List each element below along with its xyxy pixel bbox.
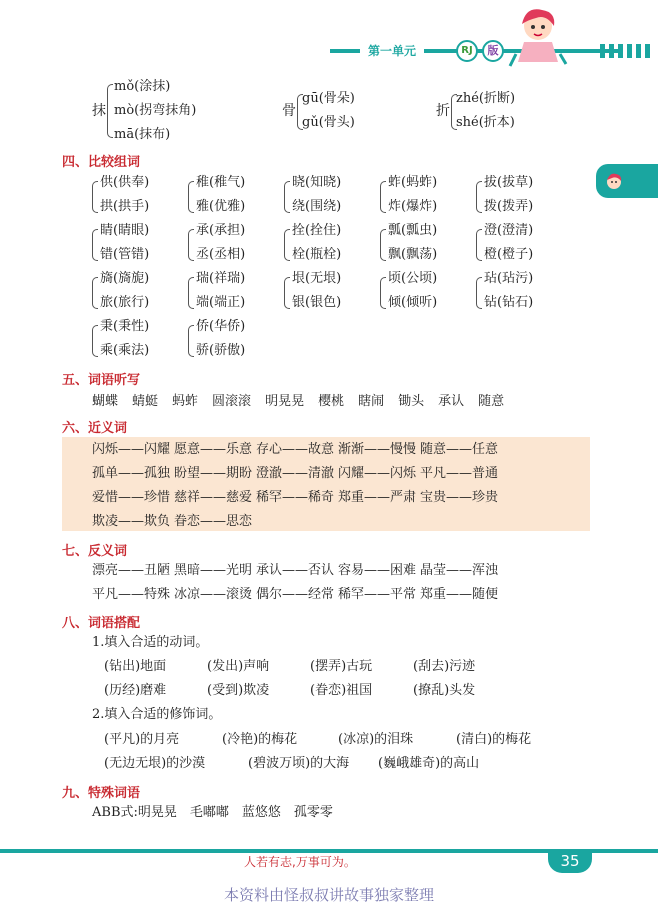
poly-item: gū(骨朵) xyxy=(302,91,355,106)
compare-row-4 xyxy=(92,319,284,363)
section-title: 四、比较组词 xyxy=(62,155,141,170)
section-title: 九、特殊词语 xyxy=(62,786,141,801)
side-tab xyxy=(596,164,658,198)
dictation-word: 蝴蝶 xyxy=(92,394,119,409)
compare-row-3 xyxy=(92,271,572,315)
compare-group: 秉(秉性) 乘(乘法) xyxy=(92,319,188,363)
dictation-word: 樱桃 xyxy=(318,394,345,409)
compare-group: 侨(华侨) 骄(骄傲) xyxy=(188,319,284,363)
poly-item: zhé(折断) xyxy=(456,91,516,106)
antonym-row: 漂亮——丑陋 黑暗——光明 承认——否认 容易——困难 晶莹——浑浊 xyxy=(92,563,499,578)
compare-group: 瑞(祥瑞) 端(端正) xyxy=(188,271,284,315)
footer-motto: 人若有志,万事可为。 xyxy=(244,855,356,869)
dictation-word: 圆滚滚 xyxy=(212,394,252,409)
synonym-row: 闪烁——闪耀 愿意——乐意 存心——故意 渐渐——慢慢 随意——任意 xyxy=(92,442,499,457)
poly-item: mā(抹布) xyxy=(114,127,171,142)
section-title: 六、近义词 xyxy=(62,421,128,436)
dictation-word: 锄头 xyxy=(398,394,425,409)
header-dots xyxy=(600,44,650,58)
modifier-row: (无边无垠)的沙漠 (碧波万顷)的大海 (巍峨雄奇)的高山 xyxy=(104,756,480,771)
modifier-row: (平凡)的月亮 (冷艳)的梅花 (冰凉)的泪珠 (清白)的梅花 xyxy=(104,732,532,747)
poly-item: mò(拐弯抹角) xyxy=(114,103,197,118)
dictation-word: 明晃晃 xyxy=(265,394,305,409)
collocation-row: (历经)磨难 (受到)欺凌 (眷恋)祖国 (撩乱)头发 xyxy=(104,683,476,698)
section-title: 五、词语听写 xyxy=(62,373,141,388)
compare-group: 玷(玷污) 钻(钻石) xyxy=(476,271,572,315)
poly-item: shé(折本) xyxy=(456,115,515,130)
exercise-prompt: 2.填入合适的修饰词。 xyxy=(92,707,222,722)
compare-group: 旖(旖旎) 旅(旅行) xyxy=(92,271,188,315)
mascot-face-icon xyxy=(604,171,624,191)
section-title: 八、词语搭配 xyxy=(62,616,141,631)
poly-char-mo: 抹 xyxy=(92,103,106,119)
compare-group: 垠(无垠) 银(银色) xyxy=(284,271,380,315)
poly-char-zhe: 折 xyxy=(436,103,450,119)
compare-group: 拴(拴住) 栓(瓶栓) xyxy=(284,223,380,267)
credit-text: 本资料由怪叔叔讲故事独家整理 xyxy=(223,886,434,904)
compare-row-2 xyxy=(92,223,572,267)
brace-mo xyxy=(107,84,113,138)
synonym-row: 欺凌——欺负 眷恋——思恋 xyxy=(92,514,253,529)
dictation-word: 随意 xyxy=(478,394,505,409)
poly-item: gǔ(骨头) xyxy=(302,115,355,130)
abb-words: ABB式:明晃晃 毛嘟嘟 蓝悠悠 孤零零 xyxy=(92,805,333,820)
poly-item: mǒ(涂抹) xyxy=(114,79,171,94)
dictation-words xyxy=(92,394,504,410)
dictation-word: 蜻蜓 xyxy=(132,394,159,409)
ban-badge: 版 xyxy=(482,40,504,62)
compare-group: 供(供奉) 拱(拱手) xyxy=(92,175,188,219)
exercise-prompt: 1.填入合适的动词。 xyxy=(92,635,209,650)
dictation-word: 蚂蚱 xyxy=(172,394,199,409)
dictation-word: 承认 xyxy=(438,394,465,409)
compare-row-1 xyxy=(92,175,572,219)
compare-group: 顷(公顷) 倾(倾听) xyxy=(380,271,476,315)
poly-char-gu: 骨 xyxy=(282,103,296,119)
header-bar xyxy=(0,0,658,70)
compare-group: 睛(睛眼) 错(管错) xyxy=(92,223,188,267)
rj-badge: RJ xyxy=(456,40,478,62)
synonym-row: 孤单——孤独 盼望——期盼 澄澈——清澈 闪耀——闪烁 平凡——普通 xyxy=(92,466,499,481)
section-title: 七、反义词 xyxy=(62,544,128,559)
compare-group: 瓢(瓢虫) 飘(飘荡) xyxy=(380,223,476,267)
synonym-row: 爱惜——珍惜 慈祥——慈爱 稀罕——稀奇 郑重——严肃 宝贵——珍贵 xyxy=(92,490,499,505)
compare-group: 澄(澄清) 橙(橙子) xyxy=(476,223,572,267)
antonym-row: 平凡——特殊 冰凉——滚烫 偶尔——经常 稀罕——平常 郑重——随便 xyxy=(92,587,499,602)
page-number: 35 xyxy=(548,849,592,873)
compare-group: 拔(拔草) 拨(拨弄) xyxy=(476,175,572,219)
unit-label: 第一单元 xyxy=(360,42,424,59)
collocation-row: (钻出)地面 (发出)声响 (摆弄)古玩 (刮去)污迹 xyxy=(104,659,476,674)
compare-group: 蚱(蚂蚱) 炸(爆炸) xyxy=(380,175,476,219)
mascot-girl-icon xyxy=(506,4,568,68)
compare-group: 晓(知晓) 绕(围绕) xyxy=(284,175,380,219)
compare-group: 稚(稚气) 雅(优雅) xyxy=(188,175,284,219)
dictation-word: 瞎闹 xyxy=(358,394,385,409)
compare-group: 承(承担) 丞(丞相) xyxy=(188,223,284,267)
